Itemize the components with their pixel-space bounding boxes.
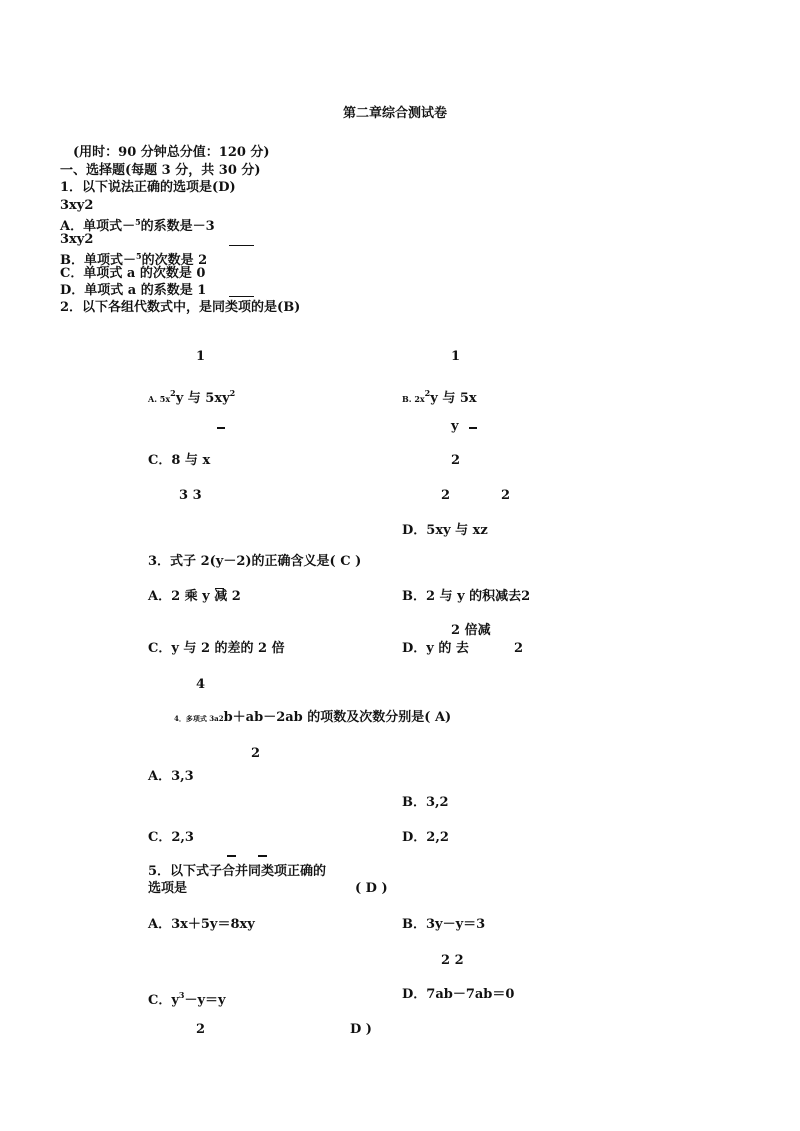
q5-option-a: A．3x＋5y＝8xy bbox=[148, 917, 255, 932]
q2-option-a bbox=[148, 385, 235, 407]
q3-option-c: C．y 与 2 的差的 2 倍 bbox=[148, 641, 285, 656]
q3-option-a: A．2 乘 y 减 2 bbox=[148, 589, 241, 604]
q1-option-b-tail: 的次数是 2 bbox=[141, 253, 208, 268]
page-title: 第二章综合测试卷 bbox=[343, 106, 448, 121]
q5-option-c-sup: 3 bbox=[178, 990, 185, 1000]
q5-option-d: D．7ab－7ab＝0 bbox=[402, 987, 515, 1002]
q2-option-a-sup2: 2 bbox=[229, 388, 236, 398]
q4-option-a: A．3,3 bbox=[148, 769, 194, 784]
q3-option-b: B．2 与 y 的积减去2 bbox=[402, 589, 531, 604]
q4-stem-body: b＋ab－2ab 的项数及次数分别是( A) bbox=[223, 710, 452, 725]
q2-option-a-label: A. 5x bbox=[148, 394, 171, 404]
q4-option-c: C．2,3 bbox=[148, 830, 194, 845]
q4-option-b: B．3,2 bbox=[402, 795, 449, 810]
q1-frac2-numerator: 3xy2 bbox=[60, 232, 94, 247]
q5-option-c-lead: C．y bbox=[148, 993, 179, 1008]
q1-option-c: C．单项式 a 的次数是 0 bbox=[60, 266, 206, 281]
q2-a-numerator: 1 bbox=[196, 349, 206, 364]
q2-option-b-sup: 2 bbox=[424, 388, 431, 398]
q5-stem-line2: 选项是 bbox=[148, 881, 188, 896]
q3-overline bbox=[215, 588, 224, 589]
q3-option-d-tail: 2 bbox=[514, 641, 524, 656]
q2-d-exponent-1: 2 bbox=[441, 488, 451, 503]
q5-dash-2 bbox=[258, 855, 267, 857]
q4-stem-lead: 4．多项式 3a2 bbox=[174, 714, 224, 723]
section-heading: 一、选择题(每题 3 分，共 30 分) bbox=[60, 163, 261, 178]
q1-option-d: D．单项式 a 的系数是 1 bbox=[60, 283, 207, 298]
q5-exponents: 2 2 bbox=[441, 953, 464, 968]
q1-frac-bar bbox=[229, 245, 254, 246]
q1-option-a-sup: 5 bbox=[135, 217, 141, 227]
footer-answer: D ) bbox=[350, 1022, 372, 1037]
q5-option-b: B．3y－y＝3 bbox=[402, 917, 486, 932]
q1-option-a-tail: 的系数是－3 bbox=[140, 219, 215, 234]
q3-option-d: D．y 的 去 bbox=[402, 641, 469, 656]
q4-number: 4 bbox=[196, 677, 206, 692]
q2-option-b-mid: y 与 5x bbox=[430, 391, 477, 406]
q2-b-frac-bar bbox=[469, 427, 477, 429]
q1-frac1-numerator: 3xy2 bbox=[60, 198, 94, 213]
q1-option-b-sup: 5 bbox=[136, 251, 142, 261]
q5-option-c bbox=[148, 987, 226, 1009]
q2-b-y: y bbox=[451, 419, 459, 434]
q5-dash-1 bbox=[227, 855, 236, 857]
q2-option-d: D．5xy 与 xz bbox=[402, 523, 488, 538]
q1-option-b-lead: B．单项式－ bbox=[60, 253, 136, 268]
q5-answer: ( D ) bbox=[355, 881, 388, 896]
q1-answer-blank bbox=[229, 296, 254, 297]
q2-option-a-mid: y 与 5xy bbox=[175, 391, 230, 406]
q2-option-a-sup: 2 bbox=[170, 388, 176, 398]
q5-option-c-tail: －y＝y bbox=[184, 993, 226, 1008]
q2-d-exponent-2: 2 bbox=[501, 488, 511, 503]
q3-stem: 3．式子 2(y－2)的正确含义是( C ) bbox=[148, 554, 362, 569]
q2-option-b bbox=[402, 385, 477, 407]
q2-option-b-label: B. 2x bbox=[402, 394, 425, 404]
q3-option-b-sub: 2 倍减 bbox=[451, 623, 491, 638]
q2-stem: 2．以下各组代数式中，是同类项的是(B) bbox=[60, 300, 301, 315]
time-info: (用时：90 分钟总分值：120 分) bbox=[73, 145, 270, 160]
q4-sub: 2 bbox=[251, 746, 261, 761]
q5-stem-line1: 5．以下式子合并同类项正确的 bbox=[148, 864, 327, 879]
footer-two: 2 bbox=[196, 1022, 206, 1037]
q4-stem bbox=[174, 710, 451, 727]
q4-option-d: D．2,2 bbox=[402, 830, 449, 845]
q1-stem: 1．以下说法正确的选项是(D) bbox=[60, 180, 236, 195]
q2-b-numerator: 1 bbox=[451, 349, 461, 364]
q2-option-c: C．8 与 x bbox=[148, 453, 211, 468]
q2-a-frac-bar bbox=[217, 427, 225, 429]
q2-b-denominator: 2 bbox=[451, 453, 461, 468]
q2-c-denominators: 3 3 bbox=[179, 488, 202, 503]
q1-option-a-lead: A．单项式－ bbox=[60, 219, 136, 234]
